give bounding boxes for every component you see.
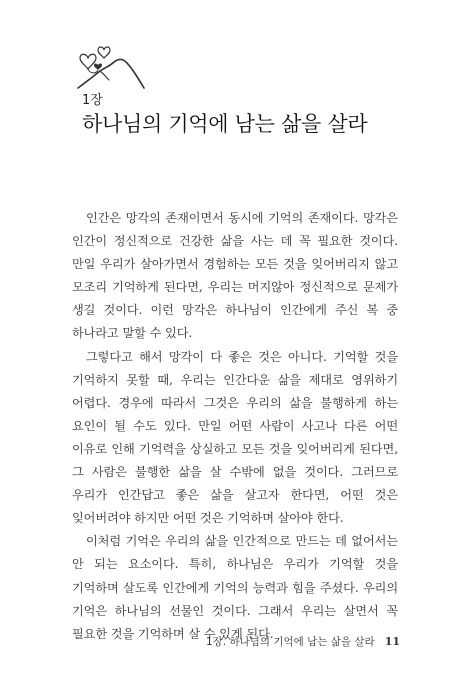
- running-title: 1장. 하나님의 기억에 남는 삶을 살라: [205, 636, 375, 648]
- chapter-number: 1장: [82, 93, 103, 108]
- hearts-mountain-icon: [76, 44, 146, 90]
- paragraph: 그렇다고 해서 망각이 다 좋은 것은 아니다. 기억할 것을 기억하지 못할 때, 우리는 인간다운 삶을 제대로 영위하기 어렵다. 경우에 따라서 그것은 우리의 삶을 불행하게 하는 요인이 될 수도 있다. 만일 어떤 사람이 사고나 다른 어떤 이유로 인해 기억력을 상실하고 모든 것을 잊어버리게 된다면, 그 사람은 불행한 삶을 살 수밖에 없을 것이다. 그러므로 우리가 인간답고 좋은 삶을 살고자 한다면, 어떤 것은 잊어버려야 하지만 어떤 것은 기억하며 살아야 한다.: [72, 349, 398, 526]
- page-footer: [206, 634, 400, 649]
- paragraph: 이처럼 기억은 우리의 삶을 인간적으로 만드는 데 없어서는 안 되는 요소이다. 특히, 하나님은 우리가 기억할 것을 기억하며 살도록 인간에게 기억의 능력과 힘을 주셨다. 우리의 기억은 하나님의 선물인 것이다. 그래서 우리는 살면서 꼭 필요한 것을 기억하며 살 수 있게 된다.: [72, 534, 398, 641]
- chapter-title: 하나님의 기억에 남는 삶을 살라: [82, 112, 368, 136]
- paragraph: 인간은 망각의 존재이면서 동시에 기억의 존재이다. 망각은 인간이 정신적으로 건강한 삶을 사는 데 꼭 필요한 것이다. 만일 우리가 살아가면서 경험하는 모든 것을 잊어버리지 않고 모조리 기억하게 된다면, 우리는 머지않아 정신적으로 문제가 생길 것이다. 이런 망각은 하나님이 인간에게 주신 복 중 하나라고 말할 수 있다.: [72, 211, 398, 341]
- page-number: 11: [384, 635, 400, 648]
- body-text: [72, 207, 398, 646]
